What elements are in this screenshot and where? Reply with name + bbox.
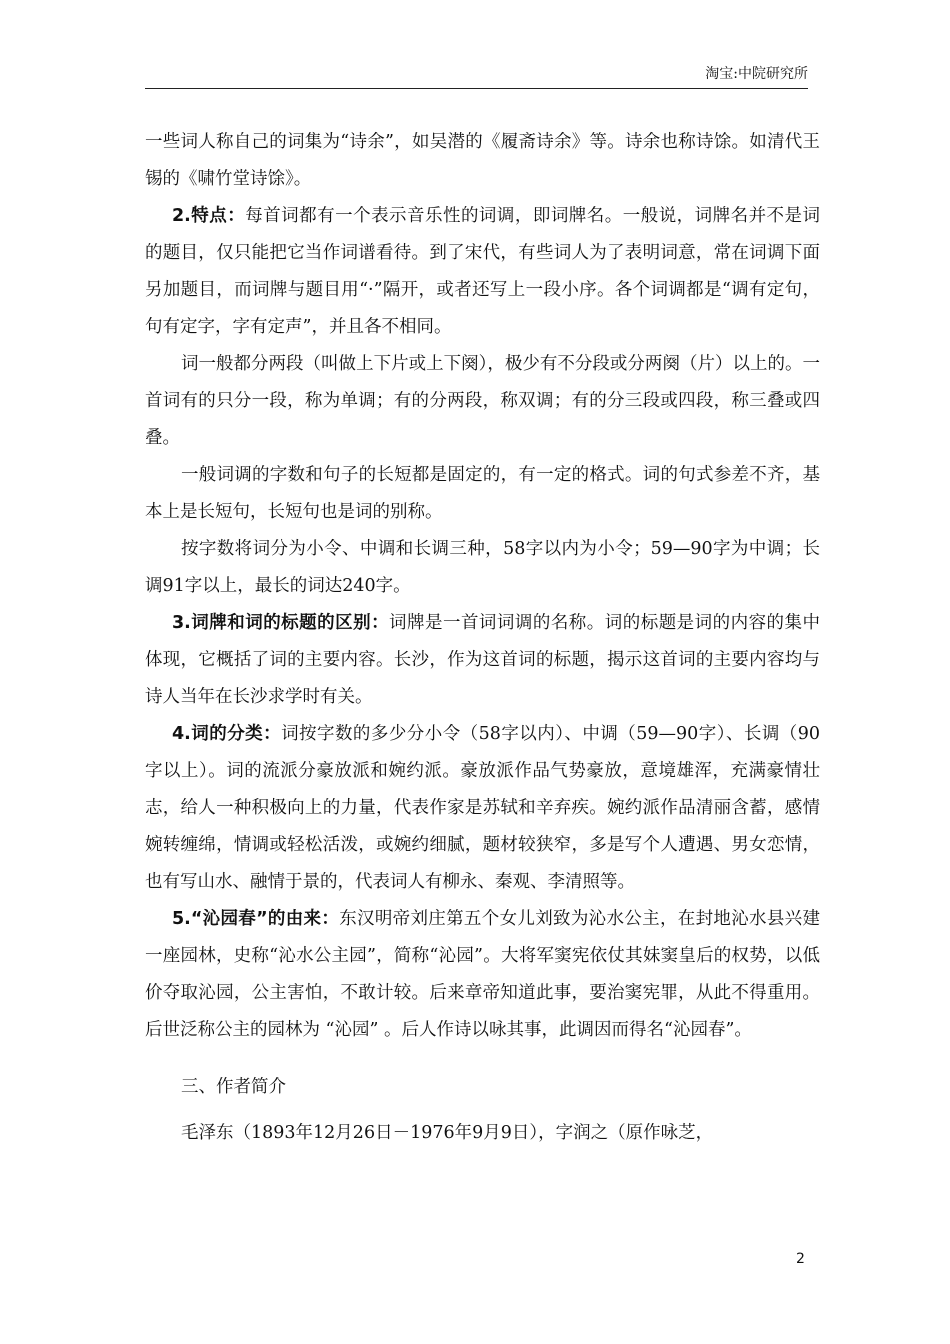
features-text: 每首词都有一个表示音乐性的词调，即词牌名。一般说，词牌名并不是词的题目，仅只能把它当作词谱看待。到了宋代，有些词人为了表明词意，常在词调下面另加题目，而词牌与题目用“·”隔开，或者还写上一段小序。各个词调都是“调有定句，句有定字，字有定声”，并且各不相同。 (145, 206, 820, 337)
paragraph-title-difference (145, 605, 820, 716)
paragraph-1: 一些词人称自己的词集为“诗余”，如吴潜的《履斋诗余》等。诗余也称诗馀。如清代王锡的《啸竹堂诗馀》。 (145, 132, 820, 189)
origin-heading: 5.“沁园春”的由来： (172, 909, 340, 929)
paragraph-features (145, 198, 820, 346)
document-body (145, 124, 820, 1152)
title-difference-text: 词牌是一首词词调的名称。词的标题是词的内容的集中体现，它概括了词的主要内容。长沙，作为这首词的标题，揭示这首词的主要内容均与诗人当年在长沙求学时有关。 (145, 613, 821, 707)
paragraph-origin (145, 901, 820, 1049)
header-text: 淘宝:中院研究所 (705, 66, 808, 82)
origin-text: 东汉明帝刘庄第五个女儿刘致为沁水公主，在封地沁水县兴建一座园林，史称“沁水公主园”，简称“沁园”。大将军窦宪依仗其妹窦皇后的权势，以低价夺取沁园，公主害怕，不敢计较。后来章帝知道此事，要治窦宪罪，从此不得重用。后世泛称公主的园林为 “沁园” 。后人作诗以咏其事，此调因而得名“沁园春”。 (145, 909, 821, 1040)
paragraph-author: 毛泽东（1893年12月26日－1976年9月9日），字润之（原作咏芝， (181, 1123, 714, 1143)
classification-heading: 4.词的分类： (172, 724, 282, 744)
title-difference-heading: 3.词牌和词的标题的区别： (172, 613, 390, 633)
classification-text: 词按字数的多少分小令（58字以内）、中调（59—90字）、长调（90字以上）。词的流派分豪放派和婉约派。豪放派作品气势豪放，意境雄浑，充满豪情壮志，给人一种积极向上的力量，代表作家是苏轼和辛弃疾。婉约派作品清丽含蓄，感情婉转缠绵，情调或轻松活泼，或婉约细腻，题材较狭窄，多是写个人遭遇、男女恋情，也有写山水、融情于景的，代表词人有柳永、秦观、李清照等。 (145, 724, 820, 892)
page-header (145, 64, 808, 89)
paragraph-classification (145, 716, 820, 901)
page-number: 2 (796, 1251, 805, 1267)
features-heading: 2.特点： (172, 206, 246, 226)
section-title: 三、作者简介 (181, 1077, 286, 1097)
paragraph-format: 一般词调的字数和句子的长短都是固定的，有一定的格式。词的句式参差不齐，基本上是长短句，长短句也是词的别称。 (145, 465, 820, 522)
paragraph-word-count: 按字数将词分为小令、中调和长调三种，58字以内为小令；59—90字为中调；长调91字以上，最长的词达240字。 (145, 539, 820, 596)
paragraph-segments: 词一般都分两段（叫做上下片或上下阕），极少有不分段或分两阕（片）以上的。一首词有的只分一段，称为单调；有的分两段，称双调；有的分三段或四段，称三叠或四叠。 (145, 354, 820, 448)
